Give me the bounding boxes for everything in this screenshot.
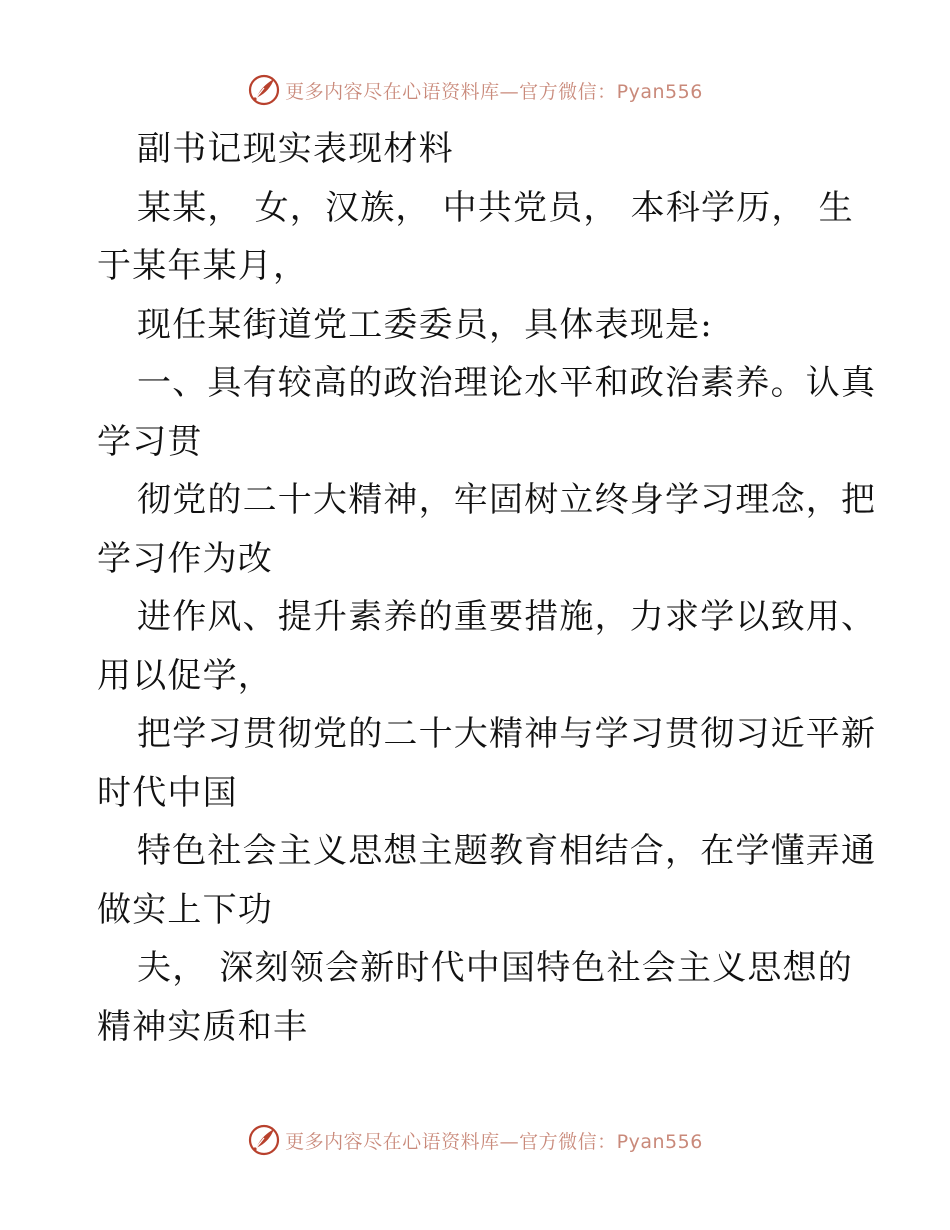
footer-watermark-banner <box>0 1120 950 1160</box>
paragraph-line: 彻党的二十大精神，牢固树立终身学习理念，把 <box>137 480 877 520</box>
paragraph-line: 用以促学， <box>97 655 273 696</box>
paragraph-line: 进作风、提升素养的重要措施，力求学以致用、 <box>137 597 877 637</box>
paragraph-line: 把学习贯彻党的二十大精神与学习贯彻习近平新 <box>137 714 877 754</box>
paragraph-line: 精神实质和丰 <box>97 1006 309 1047</box>
paragraph-line: 一、具有较高的政治理论水平和政治素养。认真 <box>137 363 877 403</box>
paragraph-line: 特色社会主义思想主题教育相结合，在学懂弄通 <box>137 831 877 871</box>
document-title: 副书记现实表现材料 <box>137 129 454 169</box>
header-watermark-banner <box>0 70 950 110</box>
paragraph-line: 现任某街道党工委委员，具体表现是: <box>137 304 713 345</box>
quill-pen-logo-icon <box>247 1123 281 1157</box>
watermark-text: 更多内容尽在心语资料库—官方微信：Pyan556 <box>285 80 703 103</box>
paragraph-line: 学习作为改 <box>97 538 273 579</box>
paragraph-line: 时代中国 <box>97 772 238 813</box>
paragraph-line: 做实上下功 <box>97 889 273 930</box>
watermark-wechat-id: Pyan556 <box>616 1130 703 1153</box>
paragraph-line: 某某， 女，汉族， 中共党员， 本科学历， 生 <box>137 187 854 228</box>
paragraph-line: 学习贯 <box>97 421 203 462</box>
document-body <box>97 120 877 1056</box>
quill-pen-logo-icon <box>247 73 281 107</box>
paragraph-line: 于某年某月， <box>97 246 309 286</box>
watermark-wechat-id: Pyan556 <box>616 80 703 103</box>
watermark-text: 更多内容尽在心语资料库—官方微信：Pyan556 <box>285 1130 703 1153</box>
paragraph-line: 夫， 深刻领会新时代中国特色社会主义思想的 <box>137 948 854 988</box>
